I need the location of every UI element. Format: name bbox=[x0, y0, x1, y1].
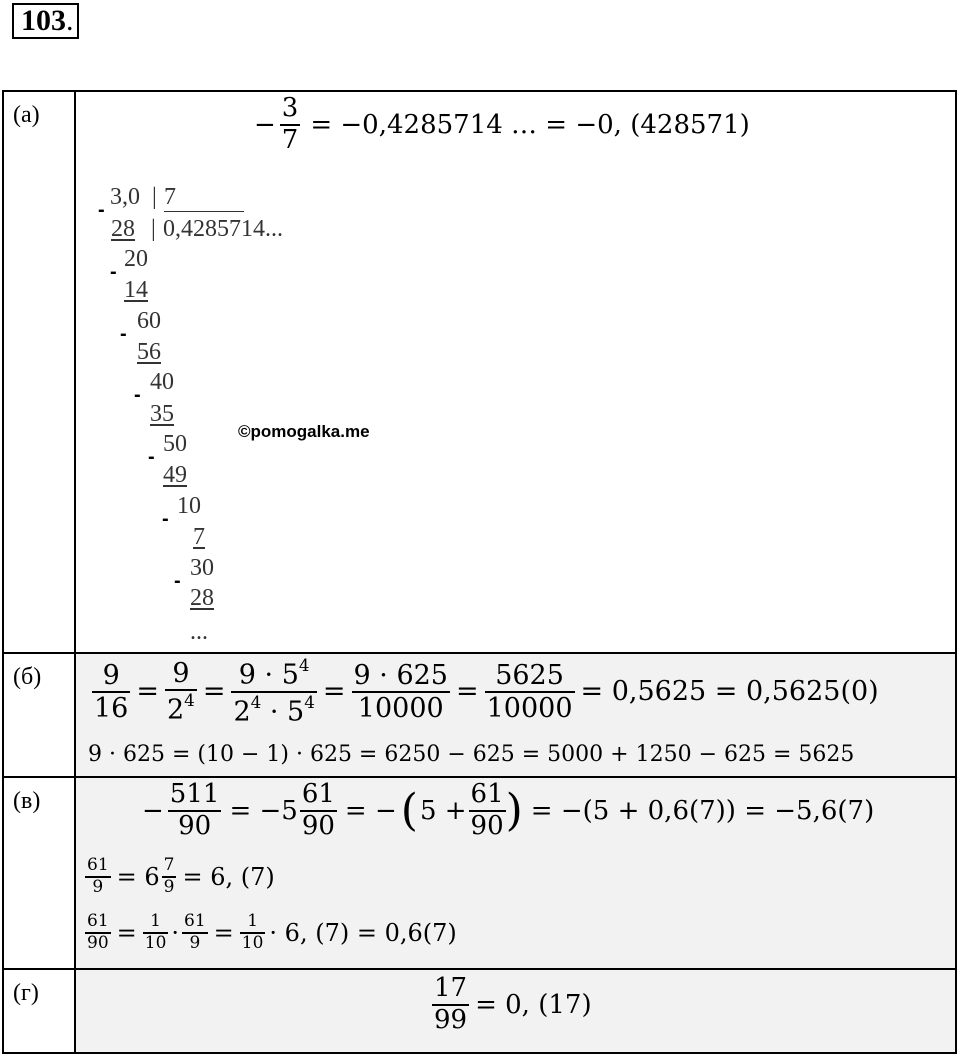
equation-g: $\frac{17}{99}$ = 0, (17) bbox=[434, 973, 592, 1035]
fraction: $\frac{3}{7}$ bbox=[281, 93, 299, 155]
fraction: $\frac{17}{99}$ bbox=[434, 973, 468, 1035]
row-a bbox=[4, 92, 955, 654]
equation-v: − $\frac{511}{90}$ = −5 $\frac{61}{90}$ = − ( 5 + $\frac{61}{90}$ ) = −(5 + 0,6(7)) = −5,6(7) bbox=[142, 779, 875, 841]
equation-v-step2: $\frac{61}{90}$ = $\frac{1}{10}$ · $\frac{61}{9}$ = $\frac{1}{10}$ · 6, (7) = 0,6(7) bbox=[87, 911, 457, 953]
fraction: $\frac{9 \cdot 5^4}{2^4 \cdot 5^4}$ bbox=[233, 655, 315, 728]
row-label: (а) bbox=[4, 92, 76, 652]
equation-a: − $\frac{3}{7}$ = −0,4285714 … = −0, (428571) bbox=[254, 93, 750, 155]
row-g bbox=[4, 970, 955, 1052]
row-v bbox=[4, 778, 955, 970]
row-v-content bbox=[76, 778, 955, 968]
row-label: (г) bbox=[4, 970, 76, 1052]
fraction: $\frac{511}{90}$ bbox=[169, 779, 220, 841]
fraction: $\frac{1}{10}$ bbox=[144, 911, 167, 953]
fraction: $\frac{9}{16}$ bbox=[94, 659, 129, 724]
fraction: $\frac{1}{10}$ bbox=[241, 911, 264, 953]
fraction: $\frac{61}{9}$ bbox=[184, 911, 206, 953]
solution-table bbox=[2, 90, 957, 1054]
fraction: $\frac{9 \cdot 625}{10000}$ bbox=[353, 659, 448, 724]
equation-v-step1: $\frac{61}{9}$ = 6 $\frac{7}{9}$ = 6, (7) bbox=[87, 855, 275, 897]
watermark: ©pomogalka.me bbox=[238, 422, 370, 441]
row-a-content: − $\frac{3}{7}$ = −0,4285714 … = −0, (428571) - 3,0 | 7 28 | 0,4285714... - 20 14 - 60 56 - 40 35 - 50 49 - 10 7 - 30 28 ... ©pomogalka.me bbox=[98, 93, 750, 645]
fraction: $\frac{7}{9}$ bbox=[163, 855, 175, 897]
problem-number: 103. bbox=[12, 3, 79, 39]
fraction: $\frac{61}{90}$ bbox=[87, 911, 109, 953]
fraction: $\frac{61}{90}$ bbox=[470, 779, 504, 841]
fraction: $\frac{5625}{10000}$ bbox=[486, 659, 573, 724]
fraction: $\frac{61}{9}$ bbox=[87, 855, 109, 897]
row-label: (б) bbox=[4, 654, 76, 776]
row-g-content bbox=[76, 970, 955, 1052]
fraction: $\frac{61}{90}$ bbox=[301, 779, 335, 841]
row-b bbox=[4, 654, 955, 778]
fraction: $\frac{9}{2^4}$ bbox=[166, 657, 195, 726]
row-label: (в) bbox=[4, 778, 76, 968]
row-b-content bbox=[76, 654, 955, 776]
equation-b-check: 9 · 625 = (10 − 1) · 625 = 6250 − 625 = 5000 + 1250 − 625 = 5625 bbox=[88, 742, 855, 767]
equation-b: $\frac{9}{16}$ = $\frac{9}{2^4}$ = $\frac{9 \cdot 5^4}{2^4 \cdot 5^4}$ = $\frac{9 \cdot 625}{10000}$ = $\frac{5625}{10000}$ = 0,5625 = 0,5625(0) bbox=[94, 655, 879, 728]
